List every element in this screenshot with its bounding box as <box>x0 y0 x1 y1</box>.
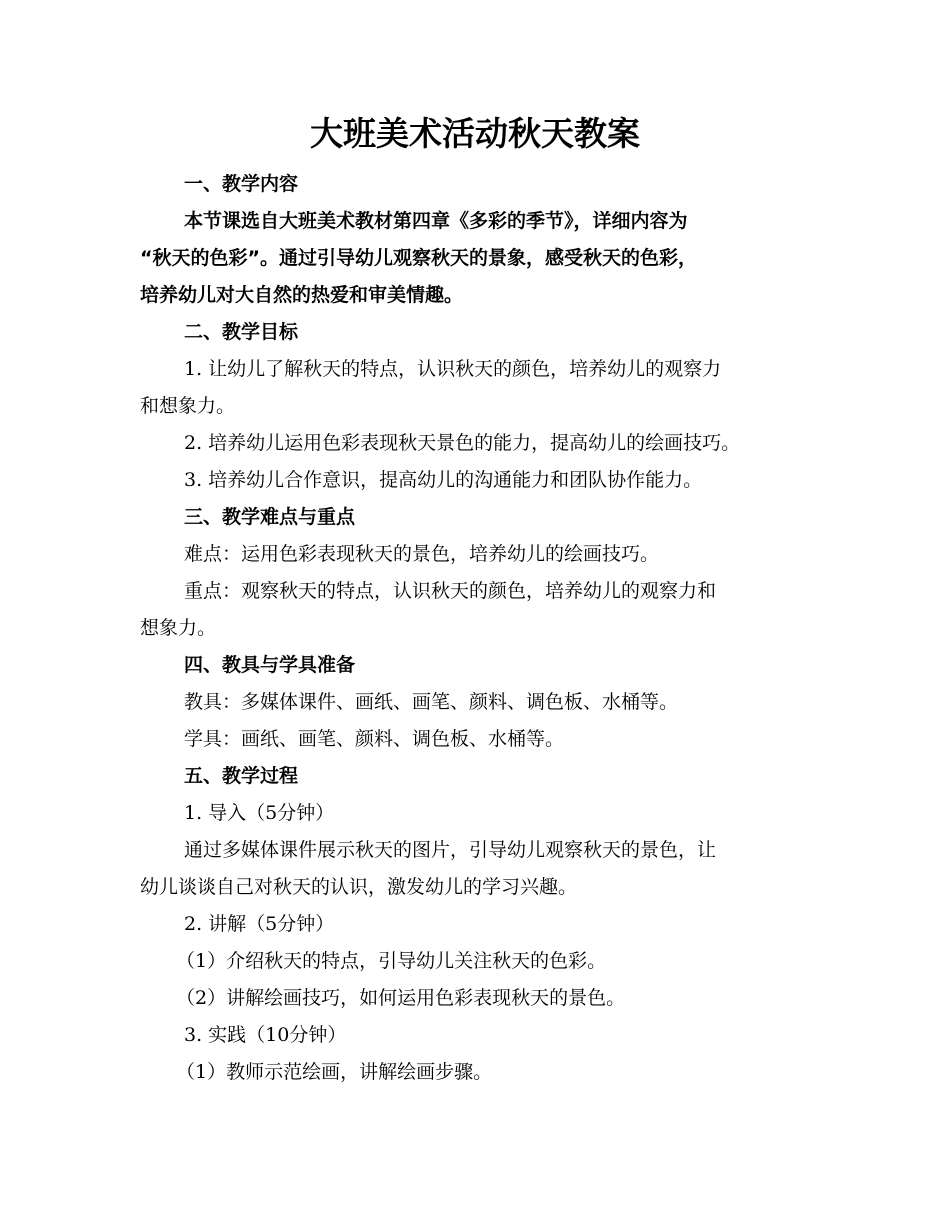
section-heading-line: 四、教具与学具准备 <box>184 654 356 676</box>
section-heading-line: 二、教学目标 <box>184 321 299 343</box>
paragraph-line: 2. 培养幼儿运用色彩表现秋天景色的能力，提高幼儿的绘画技巧。 <box>184 432 741 454</box>
paragraph-line: （2）讲解绘画技巧，如何运用色彩表现秋天的景色。 <box>176 987 626 1009</box>
document-body <box>140 166 820 1091</box>
paragraph-line: （1）教师示范绘画，讲解绘画步骤。 <box>176 1061 493 1083</box>
section-heading-line: “秋天的色彩”。通过引导幼儿观察秋天的景象，感受秋天的色彩， <box>140 247 697 269</box>
section-heading-line: 五、教学过程 <box>184 765 299 787</box>
paragraph-line: 学具：画纸、画笔、颜料、调色板、水桶等。 <box>184 728 565 750</box>
paragraph-line: 和想象力。 <box>140 395 236 417</box>
paragraph-line: 1. 导入（5分钟） <box>184 802 335 824</box>
paragraph-line: 3. 培养幼儿合作意识，提高幼儿的沟通能力和团队协作能力。 <box>184 469 703 491</box>
section-heading-line: 一、教学内容 <box>184 173 299 195</box>
paragraph-line: 难点：运用色彩表现秋天的景色，培养幼儿的绘画技巧。 <box>184 543 660 565</box>
section-heading-line: 本节课选自大班美术教材第四章《多彩的季节》，详细内容为 <box>184 210 688 232</box>
paragraph-line: 幼儿谈谈自己对秋天的认识，激发幼儿的学习兴趣。 <box>140 876 578 898</box>
paragraph-line: 教具：多媒体课件、画纸、画笔、颜料、调色板、水桶等。 <box>184 691 679 713</box>
paragraph-line: 1. 让幼儿了解秋天的特点，认识秋天的颜色，培养幼儿的观察力 <box>184 358 722 380</box>
section-heading-line: 三、教学难点与重点 <box>184 506 356 528</box>
paragraph-line: 通过多媒体课件展示秋天的图片，引导幼儿观察秋天的景色，让 <box>184 839 717 861</box>
paragraph-line: 想象力。 <box>140 617 217 639</box>
document-title: 大班美术活动秋天教案 <box>310 114 640 153</box>
paragraph-line: 3. 实践（10分钟） <box>184 1024 347 1046</box>
paragraph-line: 2. 讲解（5分钟） <box>184 913 335 935</box>
paragraph-line: 重点：观察秋天的特点，认识秋天的颜色，培养幼儿的观察力和 <box>184 580 717 602</box>
paragraph-line: （1）介绍秋天的特点，引导幼儿关注秋天的色彩。 <box>176 950 607 972</box>
section-heading-line: 培养幼儿对大自然的热爱和审美情趣。 <box>140 284 464 306</box>
